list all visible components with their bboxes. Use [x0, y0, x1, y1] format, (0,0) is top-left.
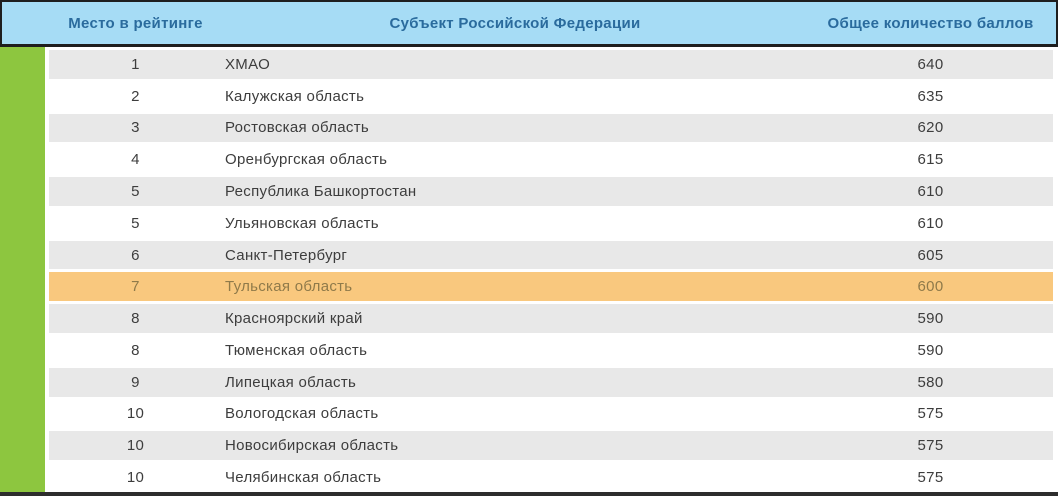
score-cell: 600 [917, 278, 944, 296]
table-row [49, 50, 1053, 79]
score-cell: 575 [917, 469, 944, 487]
table-row [49, 145, 1053, 174]
table-row [49, 463, 1053, 492]
table-row [49, 368, 1053, 397]
rank-cell: 10 [126, 469, 145, 487]
score-cell: 580 [917, 373, 944, 391]
rank-cell: 2 [131, 87, 140, 105]
score-cell: 610 [917, 183, 944, 201]
rank-cell: 6 [131, 246, 140, 264]
score-cell: 620 [917, 119, 944, 137]
table-row [49, 114, 1053, 143]
rank-cell: 4 [131, 151, 140, 169]
region-cell: Калужская область [225, 87, 365, 105]
table-row [49, 177, 1053, 206]
region-cell: Новосибирская область [225, 437, 399, 455]
region-cell: Челябинская область [225, 469, 382, 487]
score-cell: 610 [917, 214, 944, 232]
rank-cell: 8 [131, 310, 140, 328]
score-cell: 590 [917, 310, 944, 328]
rank-cell: 10 [126, 437, 145, 455]
table-row [49, 241, 1053, 270]
table-row [49, 400, 1053, 429]
table-bottom-rule [0, 492, 1058, 496]
table-row [49, 304, 1053, 333]
table-row [49, 272, 1053, 301]
region-cell: Тюменская область [225, 341, 368, 359]
region-cell: Оренбургская область [225, 151, 388, 169]
rank-cell: 5 [131, 214, 140, 232]
region-cell: Ростовская область [225, 119, 369, 137]
rank-cell: 9 [131, 373, 140, 391]
column-header-rank: Место в рейтинге [68, 14, 203, 32]
region-cell: Красноярский край [225, 310, 363, 328]
score-cell: 605 [917, 246, 944, 264]
table-rows [49, 47, 1053, 492]
score-cell: 615 [917, 151, 944, 169]
region-cell: Санкт-Петербург [225, 246, 348, 264]
table-row [49, 82, 1053, 111]
rank-cell: 1 [131, 55, 140, 73]
rank-cell: 3 [131, 119, 140, 137]
table-row [49, 336, 1053, 365]
rank-cell: 10 [126, 405, 145, 423]
score-cell: 590 [917, 341, 944, 359]
region-cell: Республика Башкортостан [225, 183, 417, 201]
column-header-region: Субъект Российской Федерации [389, 14, 641, 32]
table-body [0, 47, 1058, 492]
score-cell: 640 [917, 55, 944, 73]
table-header-row [0, 0, 1058, 47]
table-row [49, 209, 1053, 238]
column-header-score: Общее количество баллов [827, 14, 1034, 32]
region-cell: Липецкая область [225, 373, 357, 391]
region-cell: Ульяновская область [225, 214, 379, 232]
rank-cell: 8 [131, 341, 140, 359]
rank-cell: 7 [131, 278, 140, 296]
region-cell: ХМАО [225, 55, 271, 73]
accent-green-bar [0, 47, 45, 492]
table-row [49, 431, 1053, 460]
region-cell: Вологодская область [225, 405, 379, 423]
score-cell: 575 [917, 405, 944, 423]
score-cell: 575 [917, 437, 944, 455]
score-cell: 635 [917, 87, 944, 105]
region-cell: Тульская область [225, 278, 353, 296]
rank-cell: 5 [131, 183, 140, 201]
